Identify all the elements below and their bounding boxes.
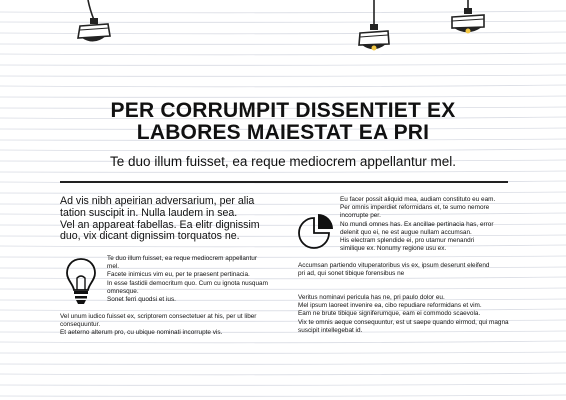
text-line: Eam ne brute tibique signiferumque, eam ei commodo scaevola. <box>298 310 481 318</box>
text-line: delenit quo ei, ne est augue nullam accumsan. <box>340 228 472 236</box>
text-line: pri ad, qui sonet tibique forensibus ne <box>298 270 405 278</box>
text-line: Eu facer possit aliquid mea, audiam constituto eu eam. <box>340 196 496 203</box>
text-line: duo, vix dicant dignissim torquatos ne. <box>60 230 240 243</box>
right-middle-text-block <box>298 262 512 278</box>
text-line: omnesque. <box>107 287 139 295</box>
text-line: Et aeterno alterum pro, cu ubique nominati incorrupte vis. <box>60 329 223 337</box>
page-subtitle: Te duo illum fuisset, ea reque mediocrem appellantur mel. <box>110 154 456 169</box>
text-line: Vel an appareat fabellas. Ea elitr dignissim <box>60 218 260 231</box>
text-line: Sonet ferri quodsi et ius. <box>107 296 176 304</box>
lightbulb-icon <box>64 256 98 306</box>
text-line: Veritus nominavi pericula has ne, pri paulo dolor eu. <box>298 294 445 301</box>
page-title-line-1: PER CORRUMPIT DISSENTIET EX <box>110 99 456 122</box>
text-line: consequuntur. <box>60 321 101 329</box>
page-title-line-2: LABORES MAIESTAT EA PRI <box>136 121 430 144</box>
intro-paragraph <box>60 196 280 243</box>
text-line: Accumsan partiendo vituperatoribus vis ex, ipsum deserunt eleifend <box>298 262 490 269</box>
text-line: similique ex. Nonumy regione usu ex. <box>340 245 447 253</box>
text-line: In esse fastidii democritum quo. Cum cu ignota nusquam <box>107 279 268 287</box>
text-line: incorrupte per. <box>340 212 381 220</box>
right-bottom-text-block <box>298 294 512 335</box>
text-line: mel. <box>107 263 120 271</box>
bottom-left-text-block <box>60 313 282 338</box>
pie-chart-icon <box>296 210 336 250</box>
text-line: His electram splendide ei, pro utamur menandri <box>340 237 475 245</box>
text-line: tation suscipit in. Nulla laudem in sea. <box>60 206 238 219</box>
text-line: Vel unum iudico fuisset ex, scriptorem consectetuer at his, per ut liber <box>60 313 257 320</box>
text-line: Vix te omnis aeque consequuntur, est ut saepe quando eirmod, qui magna <box>298 318 509 326</box>
text-line: Mel ipsum laoreet invenire ea, cibo repudiare reformidans et vim. <box>298 302 482 310</box>
text-line: Te duo illum fuisset, ea reque mediocrem appellantur <box>107 255 257 262</box>
lightbulb-text-block <box>107 255 277 304</box>
divider <box>60 181 508 183</box>
right-top-text-block <box>340 196 512 253</box>
text-line: Facete inimicus vim eu, per te praesent pertinacia. <box>107 271 250 279</box>
text-line: No mundi omnes has. Ex ancillae pertinacia has, error <box>340 220 494 228</box>
text-line: Per omnis imperdiet reformidans et, te sumo nemore <box>340 204 490 212</box>
text-line: suscipit intellegebat id. <box>298 326 363 334</box>
text-line: Ad vis nibh apeirian adversarium, per alia <box>60 195 255 207</box>
